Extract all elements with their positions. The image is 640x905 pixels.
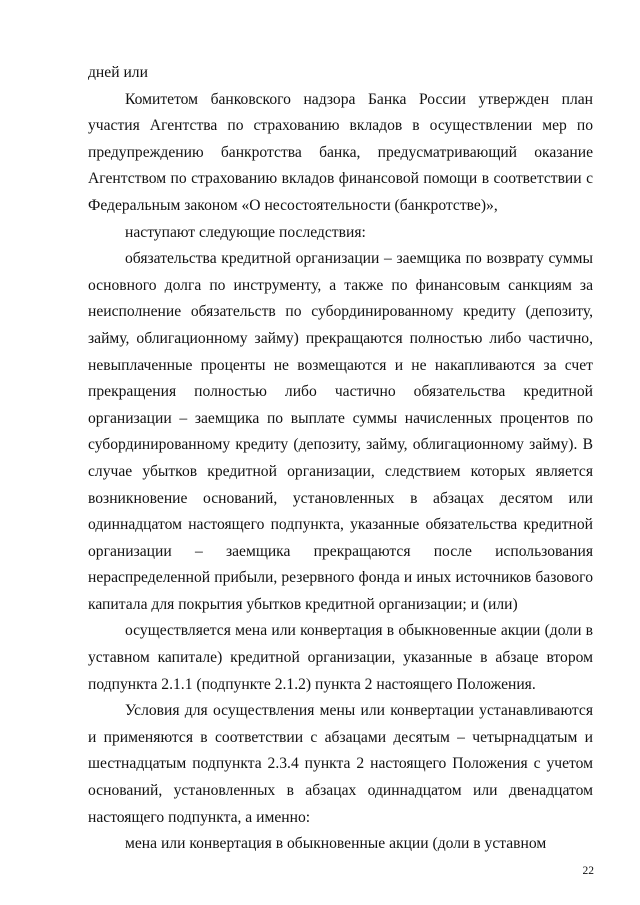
- paragraph-continuation: дней или: [88, 64, 148, 81]
- paragraph-exchange-start: мена или конвертация в обыкновенные акции (доли в уставном: [125, 835, 547, 853]
- page-number: 22: [582, 865, 594, 877]
- paragraph-obligations: обязательства кредитной организации – заемщика по возврату суммы основного долга по инструменту, а также по финансовым санкциям за неисполнение обязательств по субординированному кредиту (депозиту, займу, облигационному займу) прекращаются полностью либо частично, невыплаченные проценты не возмещаются и не накапливаются за счет прекращения полностью либо частично обязательства кредитной организации – заемщика по выплате суммы начисленных процентов по субординированному кредиту (депозиту, займу, облигационному займу). В случае убытков кредитной организации, следствием которых является возникновение оснований, установленных в абзацах десятом или одиннадцатом настоящего подпункта, указанные обязательства кредитной организации – заемщика прекращаются после использования нераспределенной прибыли, резервного фонда и иных источников базового капитала для покрытия убытков кредитной организации; и (или): [88, 250, 593, 613]
- body-text: [88, 60, 593, 858]
- paragraph-committee-plan: Комитетом банковского надзора Банка России утвержден план участия Агентства по страхованию вкладов в осуществлении мер по предупреждению банкротства банка, предусматривающий оказание Агентством по страхованию вкладов финансовой помощи в соответствии с Федеральным законом «О несостоятельности (банкротстве)»,: [88, 90, 593, 214]
- paragraph-conditions: Условия для осуществления мены или конвертации устанавливаются и применяются в соответствии с абзацами десятым – четырнадцатым и шестнадцатым подпункта 2.3.4 пункта 2 настоящего Положения с учетом оснований, установленных в абзацах одиннадцатом или двенадцатом настоящего подпункта, а именно:: [88, 702, 593, 826]
- paragraph-exchange-conversion: осуществляется мена или конвертация в обыкновенные акции (доли в уставном капитале) кредитной организации, указанные в абзаце втором подпункта 2.1.1 (подпункте 2.1.2) пункта 2 настоящего Положения.: [88, 622, 593, 693]
- paragraph-consequences-intro: наступают следующие последствия:: [125, 223, 366, 241]
